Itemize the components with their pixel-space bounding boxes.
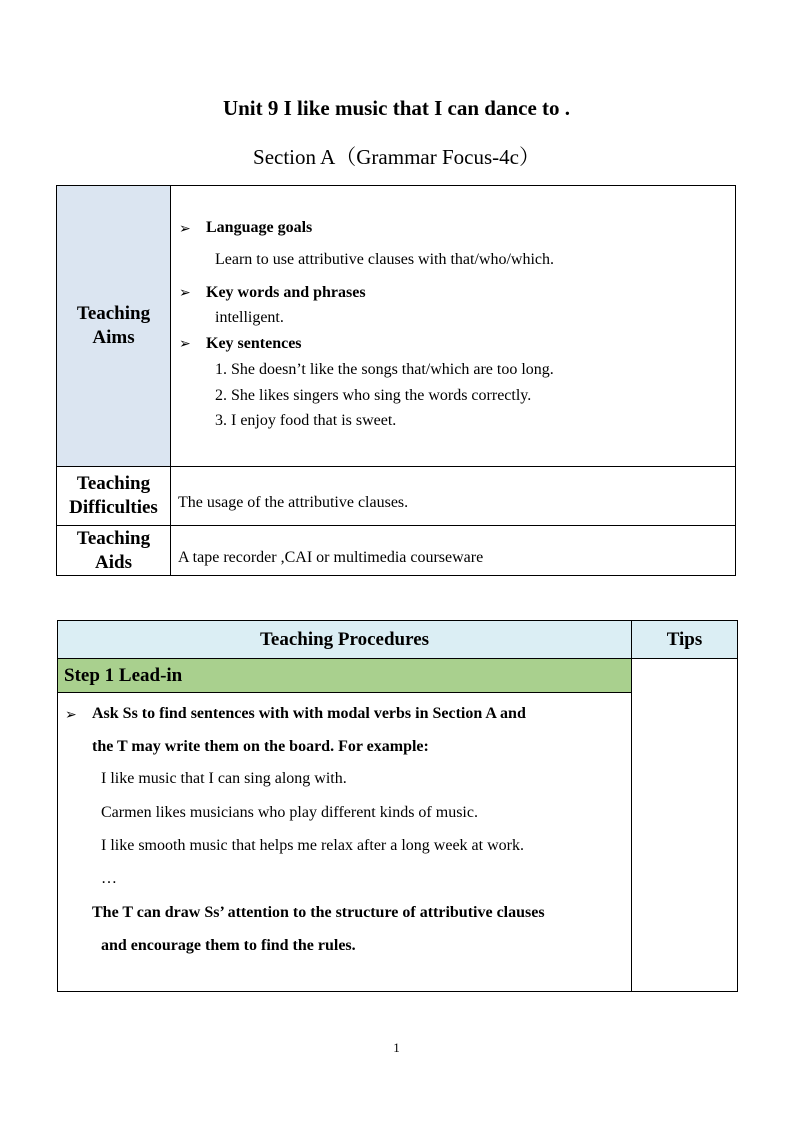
example-sentence: Carmen likes musicians who play different kinds of music. (101, 804, 478, 821)
column-divider (631, 621, 632, 991)
note-line: and encourage them to find the rules. (101, 937, 356, 954)
note-line: The T can draw Ss’ attention to the structure of attributive clauses (92, 904, 545, 921)
arrow-bullet-icon: ➢ (65, 708, 77, 723)
page-number: 1 (393, 1040, 400, 1055)
key-sentence: 2. She likes singers who sing the words correctly. (215, 387, 532, 404)
tips-header: Tips (666, 628, 703, 650)
key-words-text: intelligent. (215, 309, 284, 326)
language-goals-heading: Language goals (206, 219, 313, 236)
arrow-bullet-icon: ➢ (179, 337, 191, 352)
example-sentence: I like smooth music that helps me relax after a long week at work. (101, 837, 524, 854)
instruction-line: the T may write them on the board. For example: (92, 738, 429, 755)
key-sentence: 1. She doesn’t like the songs that/which are too long. (215, 361, 554, 378)
example-ellipsis: … (101, 870, 117, 887)
aims-table (56, 185, 736, 576)
step1-title: Step 1 Lead-in (58, 659, 631, 693)
procedures-header: Teaching Procedures (259, 628, 430, 650)
difficulties-text: The usage of the attributive clauses. (178, 494, 409, 511)
document-subtitle: Section A（Grammar Focus-4c） (253, 145, 540, 169)
arrow-bullet-icon: ➢ (179, 222, 191, 237)
language-goals-text: Learn to use attributive clauses with that/who/which. (215, 251, 555, 268)
aids-text: A tape recorder ,CAI or multimedia courseware (178, 549, 484, 566)
document-title: Unit 9 I like music that I can dance to . (222, 96, 571, 120)
teaching-aims-label: Teaching Aims (57, 186, 171, 466)
key-sentences-heading: Key sentences (206, 335, 302, 352)
row-divider (57, 466, 735, 467)
key-sentence: 3. I enjoy food that is sweet. (215, 412, 397, 429)
key-words-heading: Key words and phrases (206, 284, 366, 301)
arrow-bullet-icon: ➢ (179, 286, 191, 301)
row-divider (57, 525, 735, 526)
teaching-difficulties-label: Teaching Difficulties (57, 467, 171, 525)
instruction-line: Ask Ss to find sentences with with modal verbs in Section A and (92, 705, 526, 722)
procedures-table (57, 620, 738, 992)
teaching-aids-label: Teaching Aids (57, 526, 171, 576)
example-sentence: I like music that I can sing along with. (101, 770, 347, 787)
